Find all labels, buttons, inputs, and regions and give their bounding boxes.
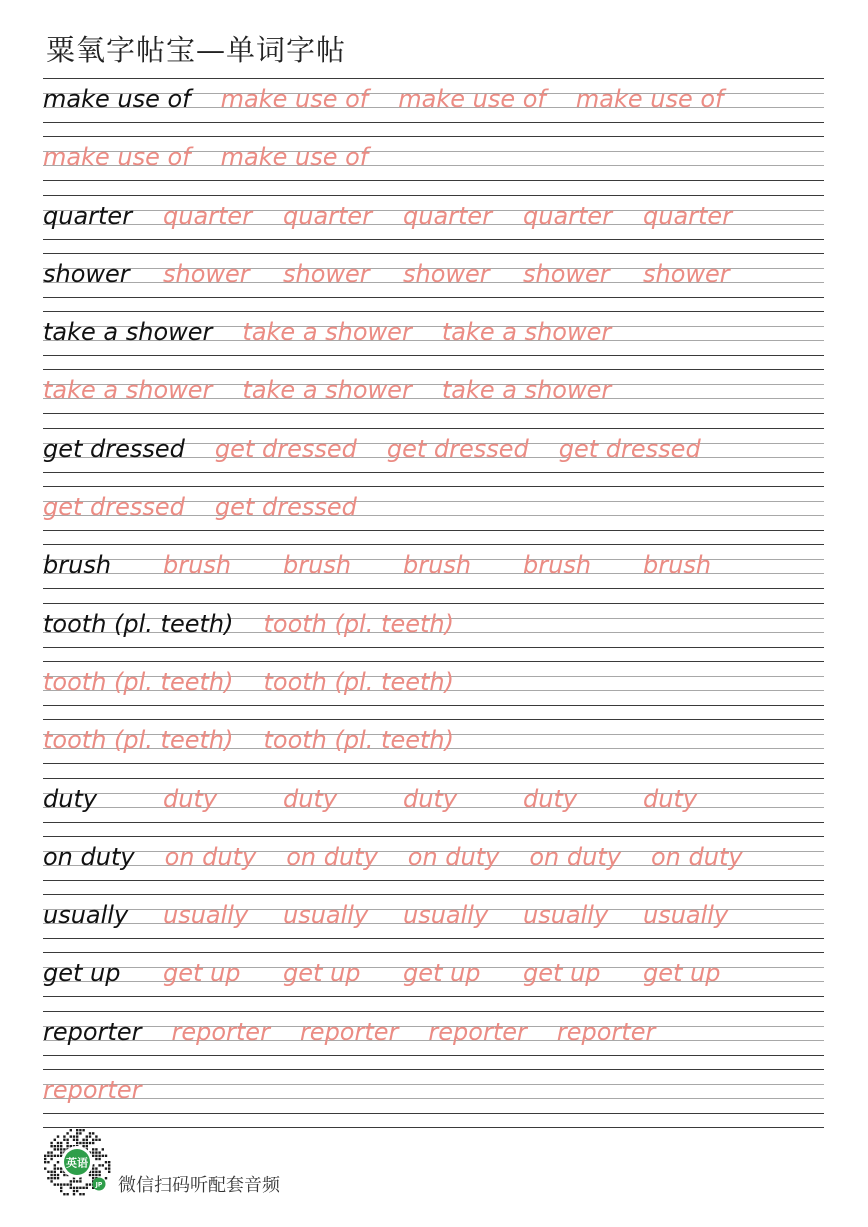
sample-word: brush [43,551,112,580]
ruling-line [43,719,824,720]
ruling-line [43,588,824,589]
trace-word: brush [523,551,592,580]
trace-word: get up [403,959,481,988]
trace-word: quarter [163,201,253,230]
ruling-line [43,763,824,764]
sample-word: get up [43,959,121,988]
ruling-line [43,647,824,648]
ruling-line [43,1069,824,1070]
trace-word: shower [643,259,730,288]
trace-word: usually [283,901,369,930]
trace-word: get dressed [214,434,357,463]
ruling-line [43,311,824,312]
practice-row [43,253,824,311]
sample-word: tooth (pl. teeth) [43,609,234,638]
trace-word: usually [523,901,609,930]
trace-word: tooth (pl. teeth) [43,667,234,696]
trace-word: quarter [283,201,373,230]
trace-word: reporter [43,1076,142,1105]
practice-row [43,603,824,661]
trace-word: duty [403,784,458,813]
ruling-line [43,603,824,604]
ruling-line [43,486,824,487]
trace-word: get dressed [386,434,529,463]
trace-word: reporter [171,1017,270,1046]
trace-word: make use of [575,85,724,113]
ruling-line [43,1055,824,1056]
practice-row [43,369,824,427]
trace-word: take a shower [441,376,612,405]
trace-word: on duty [286,842,378,871]
ruling-line [43,544,824,545]
practice-row [43,311,824,369]
trace-word: get dressed [43,493,185,522]
ruling-line [43,239,824,240]
trace-word: reporter [556,1017,656,1046]
trace-word: on duty [407,842,500,871]
practice-row [43,195,824,253]
ruling-line [43,297,824,298]
trace-word: get dressed [558,434,701,463]
trace-word: tooth (pl. teeth) [263,609,454,638]
trace-word: on duty [529,842,621,871]
ruling-line [43,180,824,181]
sample-word: duty [43,784,98,813]
sample-word: reporter [43,1017,142,1046]
trace-word: duty [283,784,338,813]
trace-word: reporter [299,1017,399,1046]
trace-word: get up [283,959,361,988]
trace-word: shower [283,259,370,288]
ruling-line [43,413,824,414]
trace-word: brush [643,551,712,580]
ruling-line [43,778,824,779]
trace-word: quarter [643,201,733,230]
trace-word: make use of [220,143,369,172]
footer [42,1127,442,1199]
trace-word: quarter [403,201,493,230]
qr-corner-label: JP [95,1181,103,1189]
trace-word: duty [523,784,578,813]
practice-row [43,1069,824,1127]
qr-badge-label: 英语 [66,1156,88,1170]
trace-word: take a shower [43,376,213,405]
practice-row [43,661,824,719]
ruling-line [43,822,824,823]
trace-word: quarter [523,201,613,230]
sample-word: quarter [43,201,133,230]
ruling-line [43,122,824,123]
page-title: 粟氧字帖宝—单词字帖 [46,33,347,67]
practice-row [43,894,824,952]
practice-row [43,1011,824,1069]
trace-word: shower [163,259,250,288]
trace-word: brush [283,551,352,580]
sample-word: shower [43,259,130,288]
practice-row [43,544,824,602]
trace-word: tooth (pl. teeth) [43,726,234,755]
trace-word: make use of [398,85,546,113]
practice-row [43,719,824,777]
trace-word: make use of [43,143,191,172]
practice-row [43,78,824,136]
trace-word: take a shower [242,376,412,405]
practice-row [43,486,824,544]
trace-word: brush [163,551,232,580]
ruling-line [43,78,824,79]
trace-word: reporter [428,1017,527,1046]
ruling-line [43,1011,824,1012]
sample-word: get dressed [43,434,185,463]
ruling-line [43,836,824,837]
ruling-line [43,705,824,706]
ruling-line [43,996,824,997]
trace-word: get up [523,959,601,988]
trace-word: get dressed [214,493,357,522]
sample-word: take a shower [43,318,213,347]
ruling-line [43,1084,824,1085]
trace-word: get up [163,959,241,988]
trace-word: take a shower [441,318,612,347]
practice-row [43,136,824,194]
ruling-line [43,428,824,429]
trace-word: get up [643,959,721,988]
practice-row [43,778,824,836]
sample-word: usually [43,901,129,930]
ruling-line [43,894,824,895]
ruling-line [43,952,824,953]
ruling-line [43,195,824,196]
trace-word: shower [523,259,610,288]
ruling-line [43,880,824,881]
ruling-line [43,1098,824,1099]
trace-word: usually [403,901,489,930]
trace-word: brush [403,551,472,580]
trace-word: duty [643,784,698,813]
ruling-line [43,253,824,254]
trace-word: usually [643,901,729,930]
trace-word: tooth (pl. teeth) [263,667,454,696]
ruling-line [43,530,824,531]
worksheet [43,78,824,1128]
sample-word: make use of [43,85,191,113]
ruling-line [43,369,824,370]
qr-code-icon[interactable] [42,1127,112,1197]
ruling-line [43,1113,824,1114]
ruling-line [43,661,824,662]
practice-row [43,836,824,894]
practice-row [43,428,824,486]
sample-word: on duty [43,842,135,871]
trace-word: on duty [164,842,257,871]
trace-word: make use of [220,85,369,113]
trace-word: shower [403,259,490,288]
practice-row [43,952,824,1010]
footer-caption: 微信扫码听配套音频 [118,1175,280,1196]
trace-word: usually [163,901,249,930]
ruling-line [43,136,824,137]
ruling-line [43,355,824,356]
trace-word: duty [163,784,218,813]
trace-word: on duty [650,842,743,871]
trace-word: tooth (pl. teeth) [263,726,454,755]
ruling-line [43,938,824,939]
trace-word: take a shower [242,318,412,347]
ruling-line [43,472,824,473]
